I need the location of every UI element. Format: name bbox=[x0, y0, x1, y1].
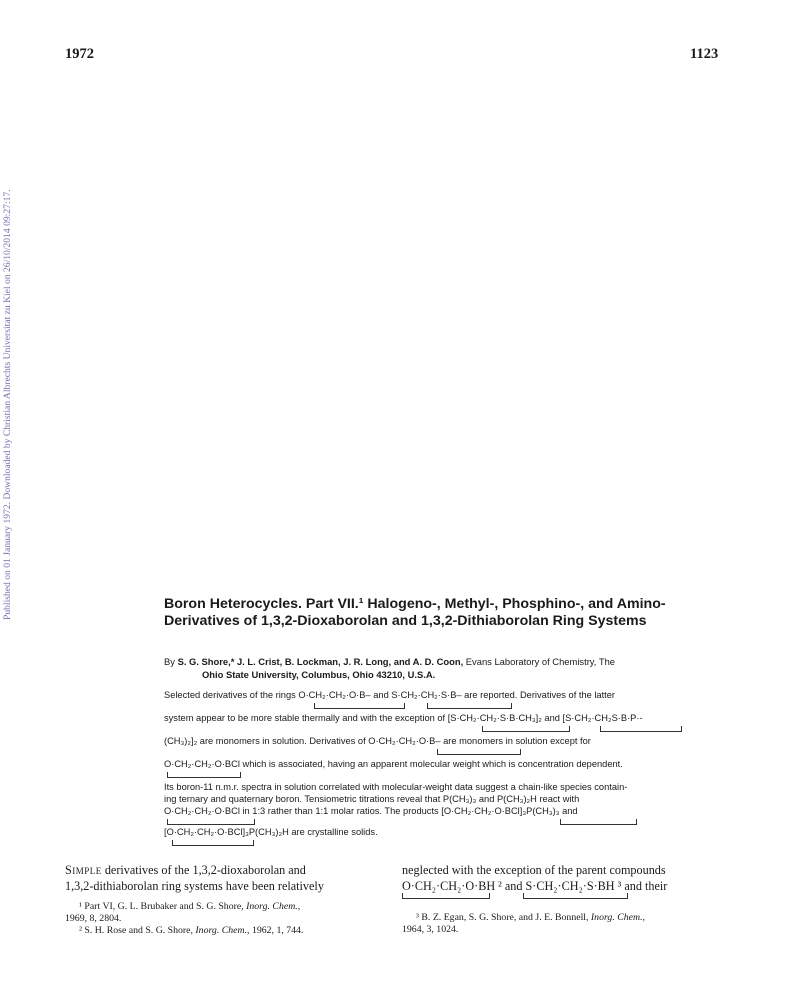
ring-bracket bbox=[523, 893, 628, 899]
affiliation-line1: Evans Laboratory of Chemistry, The bbox=[465, 656, 615, 667]
abstract-line: (CH₃)₂]₂ are monomers in solution. Derivatives of O·CH₂·CH₂·O·B– are monomers in solution except for bbox=[164, 736, 591, 746]
footnote-3-cont: 1964, 3, 1024. bbox=[402, 924, 459, 935]
abstract-line: [O·CH₂·CH₂·O·BCl]₃P(CH₃)₂H are crystalline solids. bbox=[164, 827, 378, 837]
ring-bracket bbox=[437, 749, 521, 755]
ring-bracket bbox=[482, 726, 570, 732]
download-notice-text[interactable]: Published on 01 January 1972. Downloaded by Christian Albrechts Universitat zu Kiel on 26/10/2014 09:27:17. bbox=[2, 189, 13, 620]
footnote-1: ¹ Part VI, G. L. Brubaker and S. G. Shore, Inorg. Chem., bbox=[79, 901, 301, 912]
authors-prefix: By bbox=[164, 656, 175, 667]
author-block bbox=[164, 656, 724, 681]
footnotes-right bbox=[402, 912, 726, 936]
ring-bracket bbox=[402, 893, 490, 899]
lead-word: Simple bbox=[65, 863, 102, 877]
author-list: S. G. Shore,* J. L. Crist, B. Lockman, J. R. Long, and A. D. Coon, bbox=[177, 656, 464, 667]
footnotes-left bbox=[65, 901, 387, 937]
abstract-line: ing ternary and quaternary boron. Tensiometric titrations reveal that P(CH₃)₃ and P(CH₃)₂H react with bbox=[164, 794, 580, 804]
ring-bracket bbox=[167, 819, 255, 825]
ring-bracket bbox=[172, 840, 254, 846]
ring-bracket bbox=[167, 772, 241, 778]
body-text: derivatives of the 1,3,2-dioxaborolan and bbox=[101, 863, 306, 877]
download-notice bbox=[0, 0, 16, 1008]
page-number: 1123 bbox=[690, 46, 719, 62]
abstract-line: O·CH₂·CH₂·O·BCl which is associated, having an apparent molecular weight which is concentration dependent. bbox=[164, 759, 623, 769]
body-text: 1,3,2-dithiaborolan ring systems have been relatively bbox=[65, 878, 324, 893]
footnote-3: ³ B. Z. Egan, S. G. Shore, and J. E. Bonnell, Inorg. Chem., bbox=[416, 912, 645, 923]
article-title: Boron Heterocycles. Part VII.¹ Halogeno-, Methyl-, Phosphino-, and Amino-Derivatives of 1,3,2-Dioxaborolan and 1,3,2-Dithiaborolan Ring Systems bbox=[164, 596, 666, 629]
ring-bracket bbox=[427, 703, 512, 709]
body-left-column bbox=[65, 863, 387, 894]
abstract-line: O·CH₂·CH₂·O·BCl in 1:3 rather than 1:1 molar ratios. The products [O·CH₂·CH₂·O·BCl]₃P(CH₃)₃ and bbox=[164, 806, 578, 816]
abstract bbox=[164, 690, 726, 840]
body-text: neglected with the exception of the parent compounds bbox=[402, 863, 666, 877]
ring-bracket bbox=[560, 819, 637, 825]
abstract-line: system appear to be more stable thermally and with the exception of [S·CH₂·CH₂·S·B·CH₃]₂ and [S·CH₂·CH₂S·B·P·- bbox=[164, 713, 643, 723]
affiliation-line2: Ohio State University, Columbus, Ohio 43210, U.S.A. bbox=[202, 668, 436, 680]
body-right-column bbox=[402, 863, 726, 894]
ring-bracket bbox=[600, 726, 682, 732]
year-header: 1972 bbox=[65, 46, 94, 62]
footnote-2: ² S. H. Rose and S. G. Shore, Inorg. Chem., 1962, 1, 744. bbox=[79, 925, 304, 936]
abstract-line: Selected derivatives of the rings O·CH₂·CH₂·O·B– and S·CH₂·CH₂·S·B– are reported. Derivatives of the latter bbox=[164, 690, 616, 700]
ring-bracket bbox=[314, 703, 405, 709]
body-text: O·CH₂·CH₂·O·BH ² and S·CH₂·CH₂·S·BH ³ and their bbox=[402, 878, 668, 893]
abstract-line: Its boron-11 n.m.r. spectra in solution correlated with molecular-weight data suggest a chain-like species contain- bbox=[164, 782, 628, 792]
footnote-1-cont: 1969, 8, 2804. bbox=[65, 913, 122, 924]
